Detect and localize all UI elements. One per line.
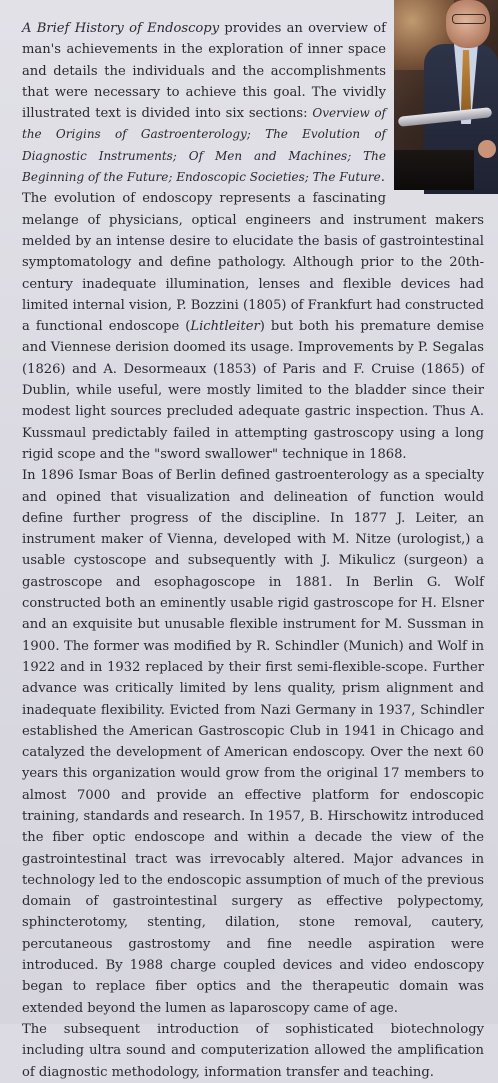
intro-text-2: . <box>380 170 385 186</box>
evolution-paragraph <box>22 188 484 465</box>
intro-text-1: provides an overview of man's achievements in the exploration of inner space and details the individuals and the accomplishments that were necessary to achieve this goal. The vividly illustrated text is divided into six sections: <box>22 21 386 122</box>
book-title: A Brief History of Endoscopy <box>22 21 220 36</box>
man-with-endoscope-photo <box>394 0 498 190</box>
evolution-text-1: The evolution of endoscopy represents a fascinating melange of physicians, optical engineers and instrument makers melded by an intense desire to elucidate the basis of gastrointestinal symptomatology and define pathology. Although prior to the 20th-century inadequate illumination, lenses and flexible devices had limited internal vision, P. Bozzini (1805) of Frankfurt had constructed a functional endoscope ( <box>22 191 484 335</box>
history-paragraph: In 1896 Ismar Boas of Berlin defined gastroenterology as a specialty and opined that visualization and delineation of function would define further progress of the discipline. In 1877 J. Leiter, an instrument maker of Vienna, developed with M. Nitze (urologist,) a usable cystoscope and subsequently with J. Mikulicz (surgeon) a gastroscope and esophagoscope in 1881. In Berlin G. Wolf constructed both an eminently usable rigid gastroscope for H. Elsner and an exquisite but unusable flexible instrument for M. Sussman in 1900. The former was modified by R. Schindler (Munich) and Wolf in 1922 and in 1932 replaced by their first semi-flexible-scope. Further advance was critically limited by lens quality, prism alignment and inadequate flexibility. Evicted from Nazi Germany in 1937, Schindler established the American Gastroscopic Club in 1941 in Chicago and catalyzed the development of American endoscopy. Over the next 60 years this organization would grow from the original 17 members to almost 7000 and provide an effective platform for endoscopic training, standards and research. In 1957, B. Hirschowitz introduced the fiber optic endoscope and within a decade the view of the gastrointestinal tract was irrevocably altered. Major advances in technology led to the endoscopic assumption of much of the previous domain of gastrointestinal surgery as effective polypectomy, sphincterotomy, stenting, dilation, stone removal, cautery, percutaneous gastrostomy and fine needle aspiration were introduced. By 1988 charge coupled devices and video endoscopy began to replace fiber optics and the therapeutic domain was extended beyond the lumen as laparoscopy came of age. <box>22 468 484 1016</box>
intro-sections: Overview of the Origins of Gastroenterology; The Evolution of Diagnostic Instruments; Of Men and Machines; The Beginning of the Future; Endoscopic Societies; The Future <box>22 106 386 185</box>
evolution-text-2: ) but both his premature demise and Viennese derision doomed its usage. Improvements by P. Segalas (1826) and A. Desormeaux (1853) of Paris and F. Cruise (1865) of Dublin, while useful, were mostly limited to the bladder since their modest light sources precluded adequate gastric inspection. Thus A. Kussmaul predictably failed in attempting gastroscopy using a long rigid scope and the "sword swallower" technique in 1868. <box>22 319 484 462</box>
lichtleiter-term: Lichtleiter <box>190 319 260 335</box>
photo-hand <box>478 140 496 158</box>
closing-paragraph: The subsequent introduction of sophisticated biotechnology including ultra sound and computerization allowed the amplification of diagnostic methodology, information transfer and teaching. <box>22 1021 484 1080</box>
photo-head <box>446 0 490 48</box>
photo-instrument-base <box>394 150 474 190</box>
photo-glasses <box>452 14 486 24</box>
